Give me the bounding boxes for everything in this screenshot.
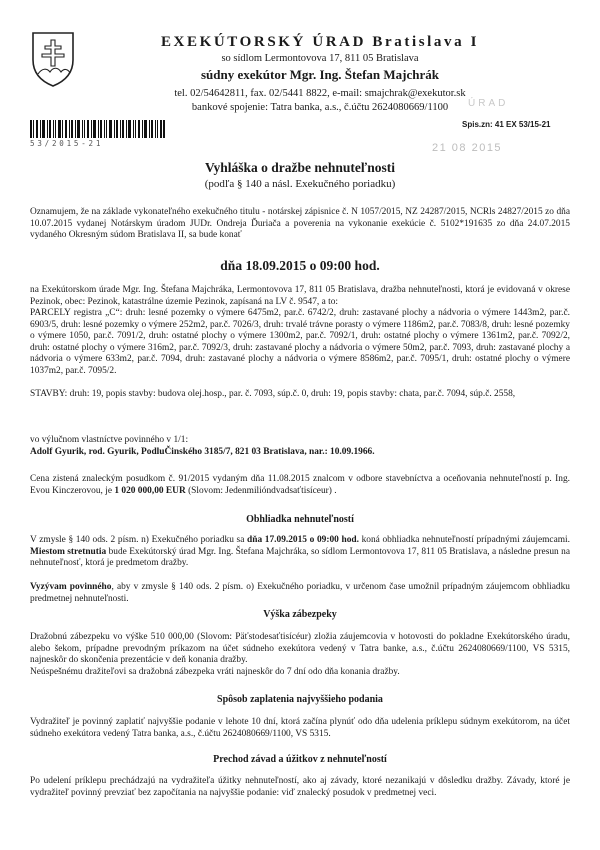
deposit-heading: Výška zábezpeky <box>263 609 337 620</box>
location-paragraph: na Exekútorskom úrade Mgr. Ing. Štefana Majchráka, Lermontovova 17, 811 05 Bratislava, dražba nehnuteľnosti, ktorá je evidovaná v okrese Pezinok, obec: Pezinok, katastrálne územie Pezinok, zapísaná na LV č. 9547, a to: <box>30 285 570 307</box>
transfer-heading: Prechod závad a úžitkov z nehnuteľností <box>213 754 387 765</box>
deposit-paragraph: Dražobnú zábezpeku vo výške 510 000,00 (Slovom: Päťstodesaťtisícéur) zložia záujemcovia v hotovosti do pokladne Exekútorského úradu, alebo šekom, prípadne prevodným príkazom na účet súdneho exekútora vedený v Tatra banke, a.s., č.účtu 2624080669/1100, VS 5315, najneskôr do skončenia prezentácie v deň konania dražby. <box>30 632 570 666</box>
office-address: so sídlom Lermontovova 17, 811 05 Bratislava <box>221 53 419 64</box>
bank-line: bankové spojenie: Tatra banka, a.s., č.účtu 2624080669/1100 <box>191 102 449 113</box>
meeting-place-label: Miestom stretnutia <box>30 546 107 557</box>
document-title: Vyhláška o dražbe nehnuteľnosti <box>205 160 395 175</box>
stamp-office: ÚRAD <box>468 98 509 109</box>
buildings-paragraph: STAVBY: druh: 19, popis stavby: budova olej.hosp., par. č. 7093, súp.č. 0, druh: 19, popis stavby: chata, par.č. 7094, súp.č. 2558, <box>30 389 516 399</box>
summons-paragraph <box>30 582 570 605</box>
executor-name: súdny exekútor Mgr. Ing. Štefan Majchrák <box>201 67 439 82</box>
deposit-return-paragraph: Neúspešnému dražiteľovi sa dražobná zábezpeka vráti najneskôr do 7 dní odo dňa konania dražby. <box>30 667 400 677</box>
price-text: Cena zistená znaleckým posudkom č. 91/2015 vydaným dňa 11.08.2015 znalcom v odbore stavebníctva a oceňovania nehnuteľností p. Ing. Evou Kinczerovou, je <box>30 474 570 496</box>
inspection-paragraph <box>30 535 570 570</box>
barcode <box>30 120 165 138</box>
summons-text: , aby v zmysle § 140 ods. 2 písm. o) Exekučného poriadku, v určenom čase umožnil prípadným záujemcom obhliadku predmetnej nehnuteľnosti. <box>30 582 570 604</box>
intro-paragraph: Oznamujem, že na základe vykonateľného exekučného titulu - notárskej zápisnice č. N 1057/2015, NZ 24287/2015, NCRls 24827/2015 zo dňa 10.07.2015 vydanej Notárskym úradom JUDr. Ondreja Ďuriača a poverenia na vykonanie exekúcie č. 5102*191635 zo dňa 24.07.2015 vydaného Okresným súdom Bratislava II, sa bude konať <box>30 207 570 241</box>
payment-heading: Spôsob zaplatenia najvyššieho podania <box>217 694 383 705</box>
coat-of-arms-icon <box>30 30 76 88</box>
contact-line: tel. 02/54642811, fax. 02/5441 8822, e-mail: smajchrak@exekutor.sk <box>174 88 466 99</box>
inspection-heading: Obhliadka nehnuteľností <box>246 514 354 525</box>
summons-label: Vyzývam povinného <box>30 582 112 592</box>
inspection-text-1: V zmysle § 140 ods. 2 písm. n) Exekučného poriadku sa <box>30 535 248 545</box>
auction-date: dňa 18.09.2015 o 09:00 hod. <box>220 258 380 273</box>
file-number: Spis.zn: 41 EX 53/15-21 <box>462 120 551 129</box>
inspection-text-3: bude Exekútorský úrad Mgr. Ing. Štefana Majchráka, so sídlom Lermontovova 17, 811 05 Bratislava, a následne presun na nehnuteľnosť, ktorá je predmetom dražby. <box>30 546 570 569</box>
owner-line: Adolf Gyurik, rod. Gyurik, PodluČinského 3185/7, 821 03 Bratislava, nar.: 10.09.1966. <box>30 447 375 457</box>
price-value: 1 020 000,00 EUR <box>114 485 186 496</box>
price-words: (Slovom: Jedenmilióndvadsaťtisíceur) . <box>185 485 337 496</box>
document-subtitle: (podľa § 140 a násl. Exekučného poriadku) <box>204 178 396 190</box>
price-paragraph <box>30 474 570 497</box>
ownership-intro: vo výlučnom vlastníctve povinného v 1/1: <box>30 435 189 445</box>
parcels-paragraph: PARCELY registra „C“: druh: lesné pozemky o výmere 6475m2, par.č. 6742/2, druh: zastavané plochy a nádvoria o výmere 1443m2, par.č. 6903/5, druh: lesné pozemky o výmere 252m2, par.č. 7026/3, druh: trvalé trávne porasty o výmere 1186m2, par.č. 7083/8, druh: lesné pozemky o výmere 1050, par.č. 7091/2, druh: ostatné plochy o výmere 1300m2, par.č. 7092/1, druh: ostatné plochy o výmere 1361m2, par.č. 7092/2, druh: ostatné plochy o výmere 316m2, par.č. 7092/3, druh: zastavané plochy a nádvoria o výmere 50m2, par.č. 7093, druh: zastavané plochy a nádvoria o výmere 633m2, par.č. 7094, druh: zastavané plochy a nádvoria o výmere 8586m2, par.č. 7095/1, druh: ostatné plochy o výmere 1037m2, par.č. 7095/2. <box>30 308 570 376</box>
inspection-text-2: koná obhliadka nehnuteľností prípadnými záujemcami. <box>358 535 570 545</box>
stamp-date: 21 08 2015 <box>432 142 503 154</box>
payment-paragraph: Vydražiteľ je povinný zaplatiť najvyššie podanie v lehote 10 dní, ktorá začína plynúť odo dňa udelenia príklepu súdnym exekútorom, na účet súdneho exekútora vedený Tatra banka, a.s., č.účtu 2624080669/1100, VS 5315. <box>30 717 570 739</box>
transfer-paragraph: Po udelení príklepu prechádzajú na vydražiteľa úžitky nehnuteľností, ako aj závady, ktoré nezanikajú v dôsledku dražby. Závady, ktoré je vydražiteľ povinný prevziať bez započítania na najvyššie podanie: viď znalecký posudok v predmetnej veci. <box>30 776 570 798</box>
office-title: EXEKÚTORSKÝ ÚRAD Bratislava I <box>160 34 480 50</box>
barcode-number: 53/2015-21 <box>30 139 104 148</box>
inspection-date: dňa 17.09.2015 o 09:00 hod. <box>247 535 359 545</box>
